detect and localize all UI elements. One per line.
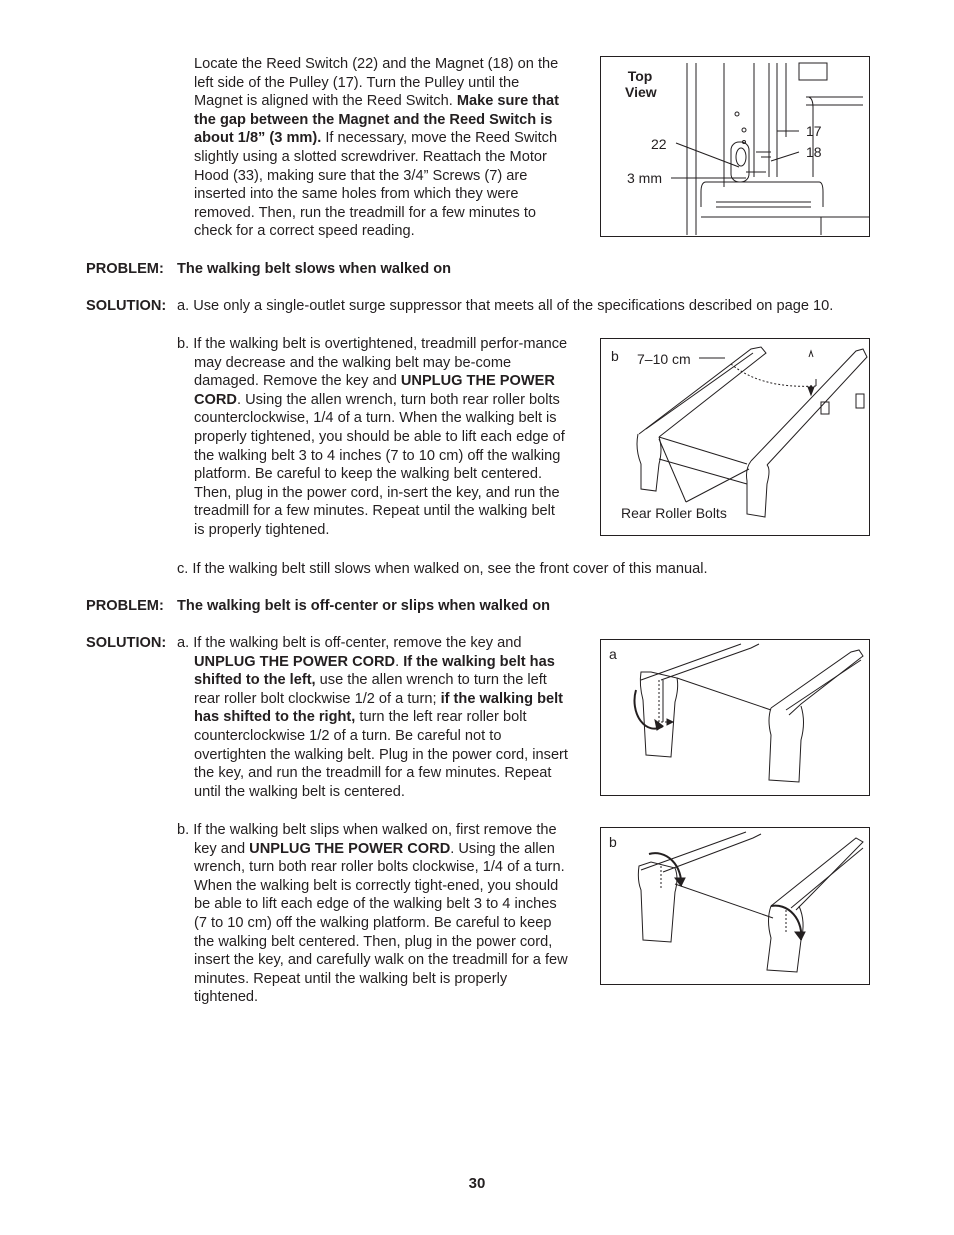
s2a-bold-3: if the walking belt has shifted to the right, [194, 690, 564, 726]
off-center-drawing [601, 640, 869, 795]
title-line-1: Top [627, 68, 653, 84]
s2a-text: a. If the walking belt is off-center, remove the key and [177, 635, 522, 651]
title-line-2: View [625, 84, 657, 100]
solution-1-b [177, 335, 569, 540]
fig-b1-letter: b [611, 348, 619, 364]
problem-2-text: The walking belt is off-center or slips when walked on [177, 598, 551, 614]
s2a-text-2: . [395, 653, 404, 670]
s2a-text-4: turn the left rear roller bolt counterclockwise 1/2 of a turn. Be careful not to overtighten the walking belt. Plug in the power cord, insert the key, and run the treadmill for a few minutes. Repeat until the walking belt is centered. [194, 709, 568, 800]
off-center-figure [600, 639, 870, 796]
rear-roller-bolts-caption: Rear Roller Bolts [621, 505, 727, 521]
solution-2-a [177, 634, 569, 801]
label-3mm: 3 mm [627, 170, 662, 186]
belt-tension-figure [600, 338, 870, 536]
solution-2-b [177, 821, 569, 1007]
top-view-title [625, 68, 655, 100]
problem-2-label: PROBLEM: [86, 598, 164, 614]
s2b-text-2: . Using the allen wrench, turn both rear roller bolts clockwise, 1/4 of a turn. When the walking belt is correctly tight-ened, you should be able to lift each edge of the walking belt 3 to 4 inches (7 to 10 cm) off the walking platform. Be careful to keep the walking belt centered. Then, plug in the power cord, insert the key, and carefully walk on the treadmill for a few minutes. Repeat until the walking belt is properly tightened. [194, 840, 568, 1006]
label-17: 17 [806, 123, 822, 139]
label-22: 22 [651, 136, 667, 152]
solution-1-a: a. Use only a single-outlet surge suppressor that meets all of the specifications described on page 10. [177, 298, 834, 314]
s2b-text: b. If the walking belt slips when walked on, first remove the key and [177, 822, 557, 857]
label-18: 18 [806, 144, 822, 160]
slip-drawing [601, 828, 869, 984]
problem-1-label: PROBLEM: [86, 261, 164, 277]
intro-text-2: If necessary, move the Reed Switch slightly using a slotted screwdriver. Reattach the Motor Hood (33), making sure that the 3/4” Screws (7) are inserted into the same holes from which they were removed. Then, run the treadmill for a few minutes to check for a correct speed reading. [194, 130, 558, 240]
s2a-bold-2: If the walking belt has shifted to the left, [194, 653, 555, 689]
intro-text: Locate the Reed Switch (22) and the Magnet (18) on the left side of the Pulley (17). Turn the Pulley until the Magnet is aligned with the Reed Switch. [194, 56, 559, 110]
s1b-text: b. If the walking belt is overtightened, treadmill perfor-mance may decrease and the walking belt may be-come damaged. Remove the key and [177, 336, 568, 390]
solution-1-label: SOLUTION: [86, 298, 167, 314]
intro-bold: Make sure that the gap between the Magnet and the Reed Switch is about 1/8” (3 mm). [194, 93, 560, 147]
fig-a2-letter: a [609, 646, 617, 662]
top-view-figure [600, 56, 870, 237]
page-number: 30 [468, 1175, 486, 1192]
slip-figure [600, 827, 870, 985]
intro-paragraph [194, 55, 572, 241]
solution-1-c: c. If the walking belt still slows when walked on, see the front cover of this manual. [177, 561, 708, 577]
measure-label: 7–10 cm [637, 351, 691, 367]
s2a-bold: UNPLUG THE POWER CORD [194, 653, 396, 670]
solution-2-label: SOLUTION: [86, 635, 167, 651]
s1b-text-2: . Using the allen wrench, turn both rear roller bolts counterclockwise, 1/4 of a turn. When the walking belt is properly tightened, you should be able to lift each edge of the walking belt 3 to 4 inches (7 to 10 cm) off the walking platform. Be careful to keep the walking belt centered. Then, plug in the power cord, in-sert the key, and run the treadmill for a few minutes. Repeat until the walking belt is properly tightened. [194, 391, 565, 538]
s2a-text-3: use the allen wrench to turn the left rear roller bolt clockwise 1/2 of a turn; [194, 672, 547, 707]
problem-1-text: The walking belt slows when walked on [177, 261, 452, 277]
s1b-bold: UNPLUG THE POWER CORD [194, 373, 555, 408]
fig-b2-letter: b [609, 834, 617, 850]
s2b-bold: UNPLUG THE POWER CORD [249, 840, 451, 857]
